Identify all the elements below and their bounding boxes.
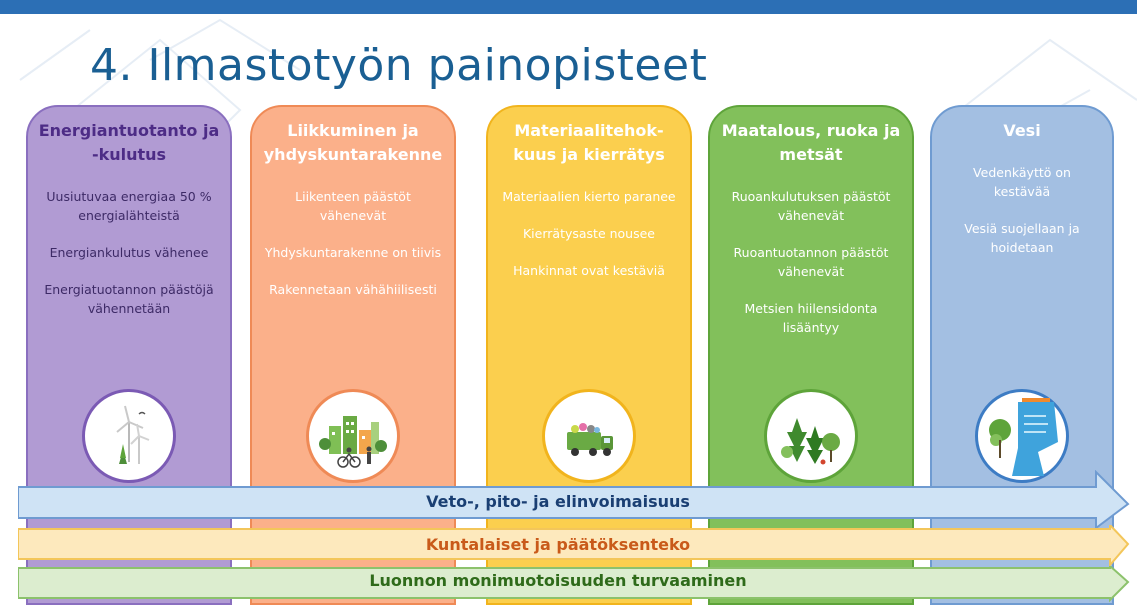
column-heading: Vesi	[1003, 121, 1041, 140]
column-item: Ruoantuotannon päästöt vähenevät	[733, 245, 889, 279]
column-item: Metsien hiilensidonta lisääntyy	[744, 301, 878, 335]
water-river-icon	[975, 389, 1069, 483]
column-item: Materiaalien kierto paranee	[502, 189, 676, 204]
arrow-label: Veto-, pito- ja elinvoimaisuus	[426, 492, 690, 511]
column-heading: Energiantuotanto ja -kulutus	[38, 121, 220, 164]
recycling-truck-icon	[542, 389, 636, 483]
column-item: Vesiä suojellaan ja hoidetaan	[964, 221, 1080, 255]
column-heading: Materiaalitehok-kuus ja kierrätys	[513, 121, 665, 164]
arrow-kuntalaiset	[18, 525, 1130, 571]
column-heading: Maatalous, ruoka ja metsät	[721, 121, 901, 164]
arrow-luonnon	[18, 566, 1130, 606]
column-item: Rakennetaan vähähiilisesti	[269, 282, 437, 297]
city-bicycle-icon	[306, 389, 400, 483]
column-item: Liikenteen päästöt vähenevät	[295, 189, 411, 223]
arrow-label: Luonnon monimuotoisuuden turvaaminen	[369, 571, 747, 590]
column-item: Energiankulutus vähenee	[49, 245, 209, 260]
arrow-label: Kuntalaiset ja päätöksenteko	[425, 535, 691, 554]
arrow-veto-pito	[18, 470, 1130, 530]
column-item: Energiatuotannon päästöjä vähennetään	[44, 282, 214, 316]
column-heading: Liikkuminen ja yhdyskuntarakenne	[263, 121, 443, 164]
column-item: Vedenkäyttö on kestävää	[973, 165, 1071, 199]
wind-turbine-icon	[82, 389, 176, 483]
column-item: Kierrätysaste nousee	[522, 226, 655, 241]
column-item: Hankinnat ovat kestäviä	[513, 263, 665, 278]
page-title: 4. Ilmastotyön painopisteet	[90, 40, 708, 91]
column-item: Yhdyskuntarakenne on tiivis	[264, 245, 442, 260]
forest-icon	[764, 389, 858, 483]
column-item: Uusiutuvaa energiaa 50 % energialähteistä	[46, 189, 212, 223]
column-item: Ruoankulutuksen päästöt vähenevät	[731, 189, 891, 223]
